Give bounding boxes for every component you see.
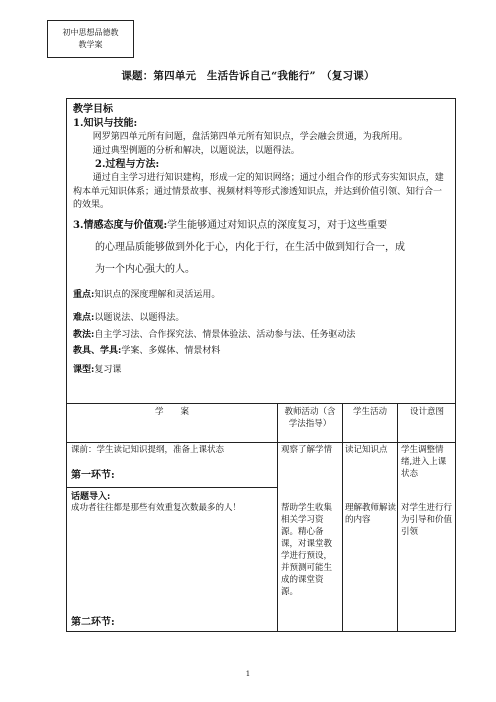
column-divider-2 [342, 403, 343, 631]
section-2-heading: 第二环节: [71, 617, 115, 628]
objectives-heading: 教学目标 [73, 104, 113, 115]
objectives-section [67, 99, 455, 378]
row2-teacher-activity: 帮助学生收集相关学习资源。精心备课，对课堂教学进行预设，并预测可能生成的课堂资源。 [281, 503, 333, 597]
attitude-values-line-3: 为一个内心强大的人。 [95, 263, 195, 275]
header-design-intent: 设计意图 [409, 407, 444, 417]
header-plan: 学 案 [154, 407, 189, 417]
key-point-text: 知识点的深度理解和灵活运用。 [94, 289, 221, 300]
page-number: 1 [245, 670, 251, 678]
knowledge-skills-text-2: 通过典型例题的分析和解决，以题说法，以题得法。 [92, 145, 300, 156]
section-1-divider [67, 487, 277, 488]
tag-line-1: 初中思想品德教 [62, 28, 119, 37]
attitude-values-line-1: 学生能够通过对知识点的深度复习，对于这些重要 [167, 219, 388, 231]
lesson-type-text: 复习课 [94, 364, 122, 375]
column-divider-1 [277, 403, 278, 631]
difficulty-label: 难点: [73, 312, 95, 323]
attitude-values-title: 3.情感态度与价值观: [73, 219, 168, 231]
knowledge-skills-title: 1.知识与技能: [73, 118, 138, 129]
row2-plan: 成功者往往都是那些有效重复次数最多的人！ [71, 503, 242, 513]
page-title: 课题：第四单元 生活告诉自己“我能行” （复习课） [121, 70, 375, 82]
lesson-type-label: 课型: [73, 364, 95, 375]
topic-intro-heading: 话题导入: [71, 492, 111, 502]
document-tag-box [47, 20, 134, 58]
teaching-tools-text: 学案、多媒体、情景材料 [121, 345, 221, 356]
process-method-text: 通过自主学习进行知识建构，形成一定的知识网络；通过小组合作的形式夯实知识点，建构本单元知识体系；通过情景故事、视频材料等形式渗透知识点，并达到价值引领、知行合一的效果。 [73, 173, 444, 210]
key-point-label: 重点: [73, 289, 95, 300]
header-student-activity: 学生活动 [352, 407, 387, 417]
row2-design-intent: 对学生进行行为引导和价值引领 [401, 503, 453, 537]
row2-student-activity: 理解教师解读的内容 [345, 503, 397, 525]
header-teacher-activity: 教师活动（含学法指导） [284, 407, 336, 429]
row1-plan: 课前：学生读记知识提纲，准备上课状态 [71, 445, 225, 455]
teaching-method-label: 教法: [73, 329, 95, 340]
row1-design-intent: 学生调整情绪,进入上课状态 [401, 445, 447, 479]
tag-line-2: 教学案 [78, 40, 103, 49]
attitude-values-line-2: 的心理品质能够做到外化于心，内化于行，在生活中做到知行合一，成 [95, 241, 405, 253]
lesson-plan-table [66, 98, 456, 632]
knowledge-skills-text-1: 网罗第四单元所有问题，盘活第四单元所有知识点，学会融会贯通，为我所用。 [92, 132, 408, 142]
column-divider-3 [397, 403, 398, 631]
row1-teacher-activity: 观察了解学情 [281, 445, 333, 455]
difficulty-text: 以题说法、以题得法。 [94, 312, 185, 323]
process-method-title: 2.过程与方法: [95, 159, 160, 170]
teaching-tools-label: 教具、学具: [73, 345, 122, 356]
teaching-method-text: 自主学习法、合作探究法、情景体验法、活动参与法、任务驱动法 [94, 329, 356, 340]
section-1-heading: 第一环节: [71, 470, 115, 481]
row1-student-activity: 读记知识点 [345, 445, 388, 455]
